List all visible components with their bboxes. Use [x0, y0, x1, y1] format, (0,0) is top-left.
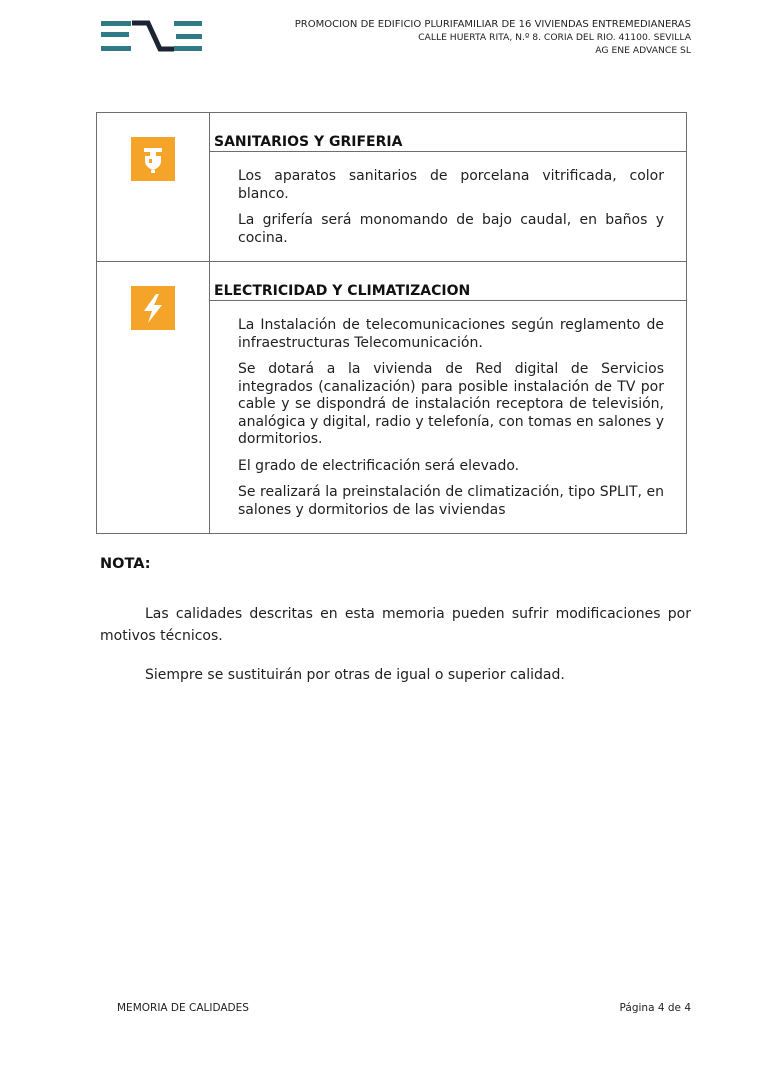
lightning-icon [131, 286, 175, 330]
section-title: ELECTRICIDAD Y CLIMATIZACION [210, 262, 686, 301]
note-paragraph: Las calidades descritas en esta memoria pueden sufrir modificaciones por motivos técnicos. [100, 606, 691, 644]
section-paragraph: Se realizará la preinstalación de climatización, tipo SPLIT, en salones y dormitorios de las viviendas [238, 484, 664, 518]
footer-document-title: MEMORIA DE CALIDADES [117, 1002, 249, 1014]
company-logo [100, 18, 204, 56]
section-paragraph: La grifería será monomando de bajo caudal, en baños y cocina. [238, 212, 664, 246]
note-heading: NOTA: [100, 556, 151, 572]
section-title: SANITARIOS Y GRIFERIA [210, 113, 686, 152]
section-icon-cell [97, 113, 210, 262]
section-paragraph: La Instalación de telecomunicaciones según reglamento de infraestructuras Telecomunicación. [238, 317, 664, 351]
header-address: CALLE HUERTA RITA, N.º 8. CORIA DEL RIO. 41100. SEVILLA [418, 32, 691, 43]
section-paragraph: Se dotará a la vivienda de Red digital de Servicios integrados (canalización) para posible instalación de TV por cable y se dispondrá de instalación receptora de televisión, analógica y digital, radio y telefonía, con tomas en salones y dormitorios. [238, 361, 664, 447]
section-body [210, 301, 686, 533]
section-content [210, 262, 687, 534]
section-row-sanitarios [97, 113, 687, 262]
footer-page-number: Página 4 de 4 [619, 1002, 691, 1014]
qualities-table [96, 112, 687, 534]
note-paragraph: Siempre se sustituirán por otras de igual o superior calidad. [145, 667, 565, 683]
document-header [295, 18, 691, 57]
section-row-electricidad [97, 262, 687, 534]
ene-logo-icon [100, 18, 204, 56]
header-company: AG ENE ADVANCE SL [595, 45, 691, 56]
section-paragraph: Los aparatos sanitarios de porcelana vitrificada, color blanco. [238, 168, 664, 202]
section-content [210, 113, 687, 262]
header-project-title: PROMOCION DE EDIFICIO PLURIFAMILIAR DE 16 VIVIENDAS ENTREMEDIANERAS [294, 19, 691, 30]
section-paragraph: El grado de electrificación será elevado. [238, 457, 520, 474]
faucet-icon [131, 137, 175, 181]
section-icon-cell [97, 262, 210, 534]
section-body [210, 152, 686, 261]
